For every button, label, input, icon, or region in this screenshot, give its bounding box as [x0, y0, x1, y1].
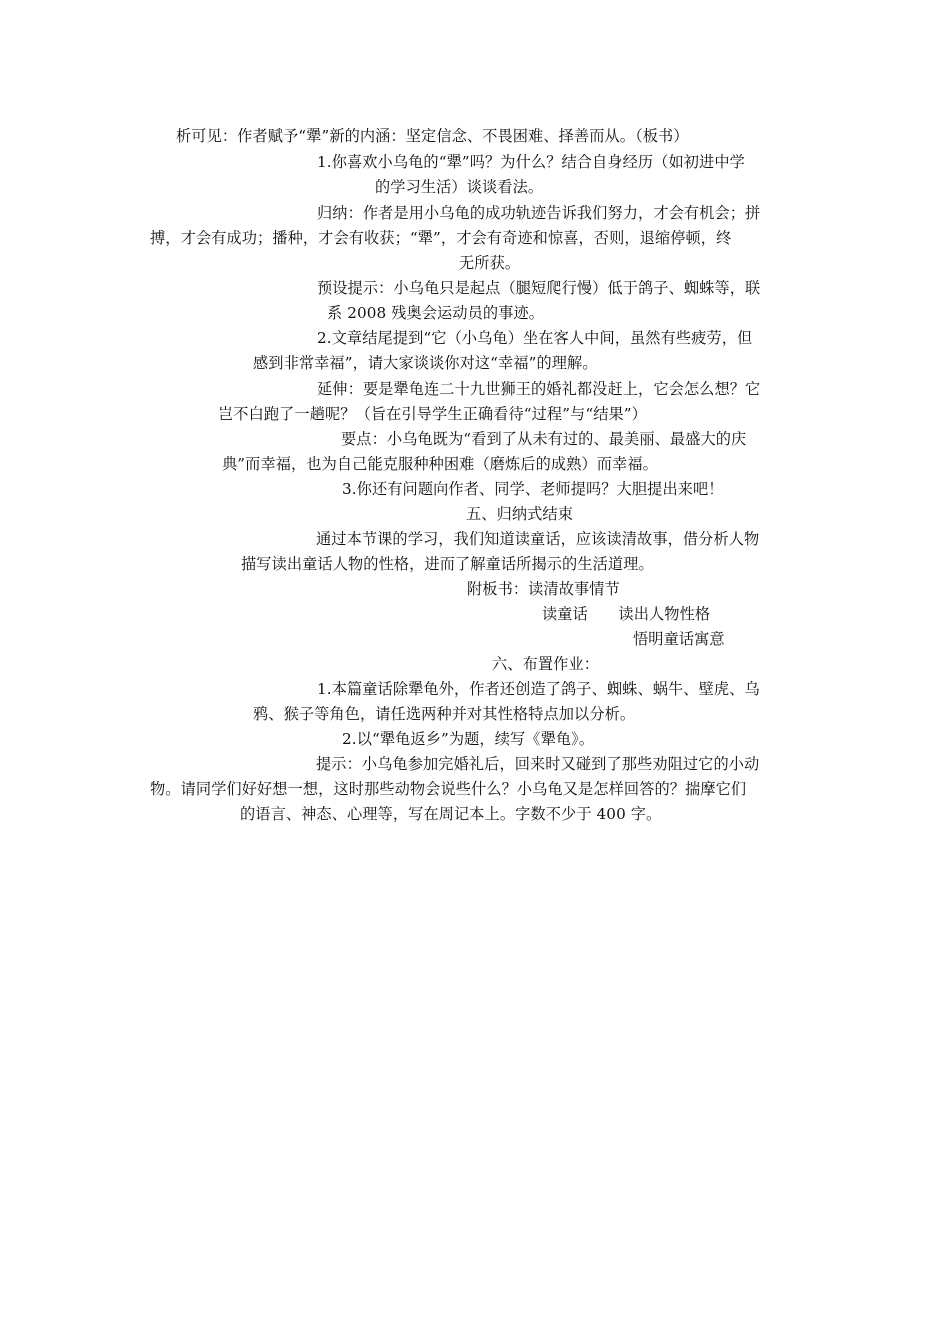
text-line: 的语言、神态、心理等，写在周记本上。字数不少于 400 字。: [240, 805, 662, 823]
section-heading-6: 六、布置作业：: [492, 655, 600, 673]
text-line: 岂不白跑了一趟呢？（旨在引导学生正确看待“过程”与“结果”）: [218, 405, 647, 423]
key-point-line: 要点：小乌龟既为“看到了从未有过的、最美丽、最盛大的庆: [341, 430, 747, 448]
text-line: 搏，才会有成功；播种，才会有收获；“犟”，才会有奇迹和惊喜，否则，退缩停顿，终: [150, 229, 732, 247]
board-notes-line: 悟明童话寓意: [633, 630, 725, 648]
hint-line: 预设提示：小乌龟只是起点（腿短爬行慢）低于鸽子、蜘蛛等，联: [317, 279, 761, 297]
text-line: 析可见：作者赋予“犟”新的内涵：坚定信念、不畏困难、择善而从。（板书）: [176, 127, 689, 145]
question-1-line: 1.你喜欢小乌龟的“犟”吗？为什么？结合自身经历（如初进中学: [317, 153, 745, 171]
question-2-line: 2.文章结尾提到“它（小乌龟）坐在客人中间，虽然有些疲劳，但: [317, 329, 753, 347]
text-line: 典”而幸福，也为自己能克服种种困难（磨炼后的成熟）而幸福。: [222, 455, 658, 473]
text-line: 系 2008 残奥会运动员的事迹。: [327, 304, 545, 322]
hint-line: 提示：小乌龟参加完婚礼后，回来时又碰到了那些劝阻过它的小动: [316, 755, 760, 773]
text-line: 描写读出童话人物的性格，进而了解童话所揭示的生活道理。: [241, 555, 654, 573]
text-line: 鸦、猴子等角色，请任选两种并对其性格特点加以分析。: [253, 705, 636, 723]
summary-line: 归纳：作者是用小乌龟的成功轨迹告诉我们努力，才会有机会；拼: [317, 204, 761, 222]
extension-line: 延伸：要是犟龟连二十九世狮王的婚礼都没赶上，它会怎么想？它: [317, 380, 761, 398]
board-notes-line: 附板书：读清故事情节: [467, 580, 620, 598]
board-notes-line: 读童话 读出人物性格: [542, 605, 711, 623]
text-line: 无所获。: [459, 254, 521, 272]
text-line: 的学习生活）谈谈看法。: [375, 178, 544, 196]
text-line: 通过本节课的学习，我们知道读童话，应该读清故事，借分析人物: [316, 530, 760, 548]
question-3-line: 3.你还有问题向作者、同学、老师提吗？大胆提出来吧！: [342, 480, 724, 498]
text-line: 物。请同学们好好想一想，这时那些动物会说些什么？小乌龟又是怎样回答的？揣摩它们: [150, 780, 747, 798]
text-line: 感到非常幸福”，请大家谈谈你对这“幸福”的理解。: [253, 354, 598, 372]
assignment-2-line: 2.以“犟龟返乡”为题，续写《犟龟》。: [342, 730, 595, 748]
assignment-1-line: 1.本篇童话除犟龟外，作者还创造了鸽子、蜘蛛、蜗牛、壁虎、乌: [317, 680, 760, 698]
section-heading-5: 五、归纳式结束: [466, 505, 574, 523]
